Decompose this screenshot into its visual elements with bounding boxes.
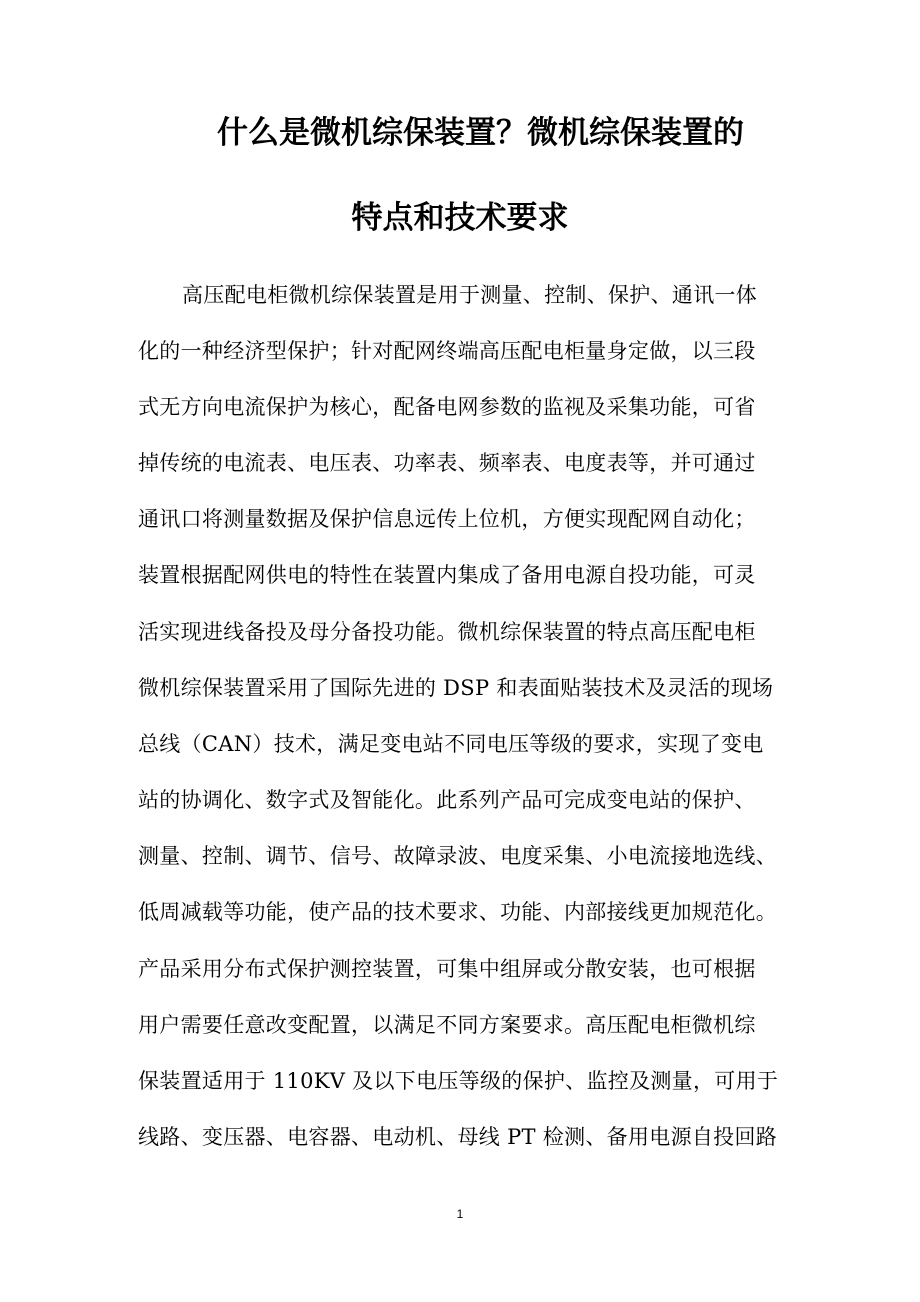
body-line-3: 式无方向电流保护为核心，配备电网参数的监视及采集功能，可省	[138, 395, 756, 419]
body-line-8: 微机综保装置采用了国际先进的 DSP 和表面贴装技术及灵活的现场	[138, 676, 774, 700]
body-line-14: 用户需要任意改变配置，以满足不同方案要求。高压配电柜微机综	[138, 1013, 756, 1037]
body-line-13: 产品采用分布式保护测控装置，可集中组屏或分散安装，也可根据	[138, 957, 756, 981]
body-line-4: 掉传统的电流表、电压表、功率表、频率表、电度表等，并可通过	[138, 451, 756, 475]
body-line-9: 总线（CAN）技术，满足变电站不同电压等级的要求，实现了变电	[138, 732, 764, 756]
page-number: 1	[456, 1207, 464, 1221]
document-title-line-2: 特点和技术要求	[351, 200, 569, 236]
body-line-6: 装置根据配网供电的特性在装置内集成了备用电源自投功能，可灵	[138, 563, 756, 587]
body-line-11: 测量、控制、调节、信号、故障录波、电度采集、小电流接地选线、	[138, 844, 777, 868]
body-line-7: 活实现进线备投及母分备投功能。微机综保装置的特点高压配电柜	[138, 620, 756, 644]
body-line-12: 低周减载等功能，使产品的技术要求、功能、内部接线更加规范化。	[138, 900, 777, 924]
body-line-1: 高压配电柜微机综保装置是用于测量、控制、保护、通讯一体	[182, 283, 758, 307]
body-line-2: 化的一种经济型保护；针对配网终端高压配电柜量身定做，以三段	[138, 339, 756, 363]
body-line-15: 保装置适用于 110KV 及以下电压等级的保护、监控及测量，可用于	[138, 1069, 779, 1093]
body-line-5: 通讯口将测量数据及保护信息远传上位机，方便实现配网自动化；	[138, 507, 756, 531]
document-title-line-1: 什么是微机综保装置？微机综保装置的	[217, 115, 744, 151]
body-line-16: 线路、变压器、电容器、电动机、母线 PT 检测、备用电源自投回路	[138, 1125, 778, 1149]
body-line-10: 站的协调化、数字式及智能化。此系列产品可完成变电站的保护、	[138, 788, 756, 812]
